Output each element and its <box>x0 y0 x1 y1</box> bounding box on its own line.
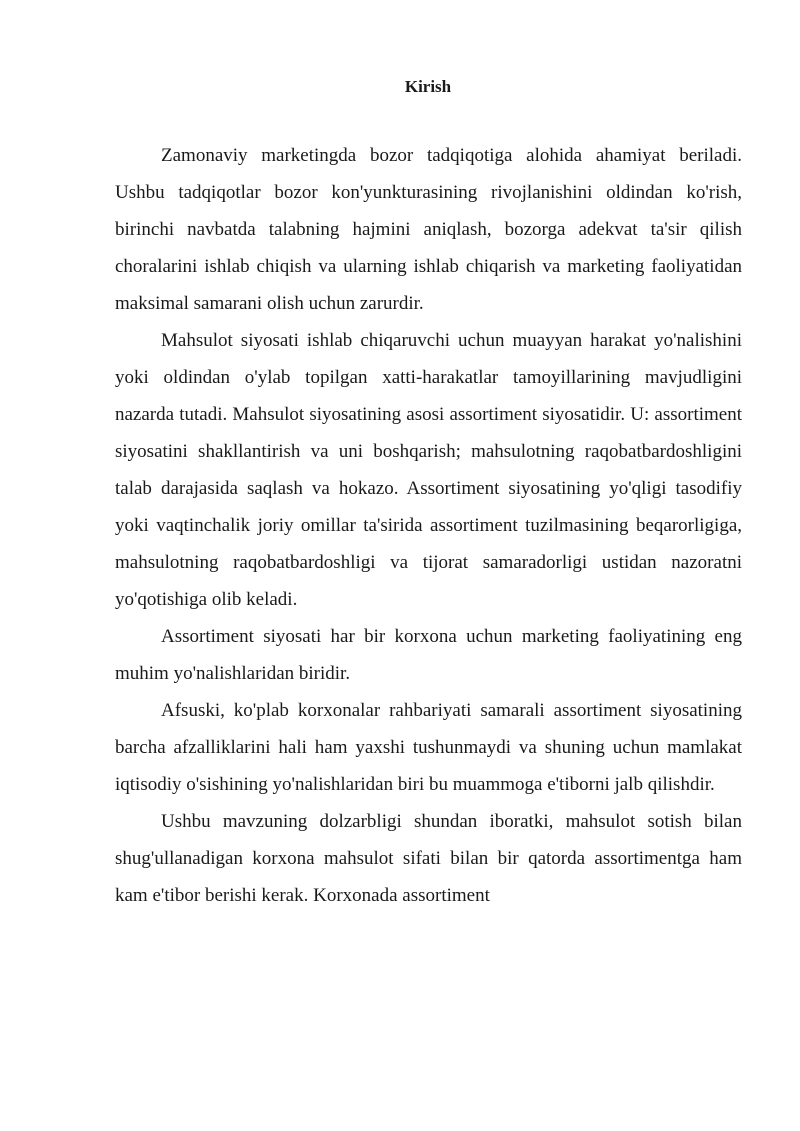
paragraph-management: Afsuski, ko'plab korxonalar rahbariyati samarali assortiment siyosatining barcha afzalliklarini hali ham yaxshi tushunmaydi va shuning uchun mamlakat iqtisodiy o'sishining yo'nalishlaridan biri bu muammoga e'tiborni jalb qilishdir. <box>115 700 742 795</box>
document-body <box>115 137 742 914</box>
section-heading: Kirish <box>404 77 452 96</box>
paragraph-product-policy: Mahsulot siyosati ishlab chiqaruvchi uchun muayyan harakat yo'nalishini yoki oldindan o'ylab topilgan xatti-harakatlar tamoyillarining mavjudligini nazarda tutadi. Mahsulot siyosatining asosi assortiment siyosatidir. U: assortiment siyosatini shakllantirish va uni boshqarish; mahsulotning raqobatbardoshligini talab darajasida saqlash va hokazo. Assortiment siyosatining yo'qligi tasodifiy yoki vaqtinchalik joriy omillar ta'sirida assortiment tuzilmasining beqarorligiga, mahsulotning raqobatbardoshligi va tijorat samaradorligi ustidan nazoratni yo'qotishiga olib keladi. <box>115 330 742 610</box>
paragraph-intro: Zamonaviy marketingda bozor tadqiqotiga alohida ahamiyat beriladi. Ushbu tadqiqotlar bozor kon'yunkturasining rivojlanishini oldindan ko'rish, birinchi navbatda talabning hajmini aniqlash, bozorga adekvat ta'sir qilish choralarini ishlab chiqish va ularning ishlab chiqarish va marketing faoliyatidan maksimal samarani olish uchun zarurdir. <box>115 145 742 314</box>
paragraph-relevance: Ushbu mavzuning dolzarbligi shundan iboratki, mahsulot sotish bilan shug'ullanadigan korxona mahsulot sifati bilan bir qatorda assortimentga ham kam e'tibor berishi kerak. Korxonada assortiment <box>115 811 742 906</box>
paragraph-assortment-policy: Assortiment siyosati har bir korxona uchun marketing faoliyatining eng muhim yo'nalishlaridan biridir. <box>115 626 742 684</box>
